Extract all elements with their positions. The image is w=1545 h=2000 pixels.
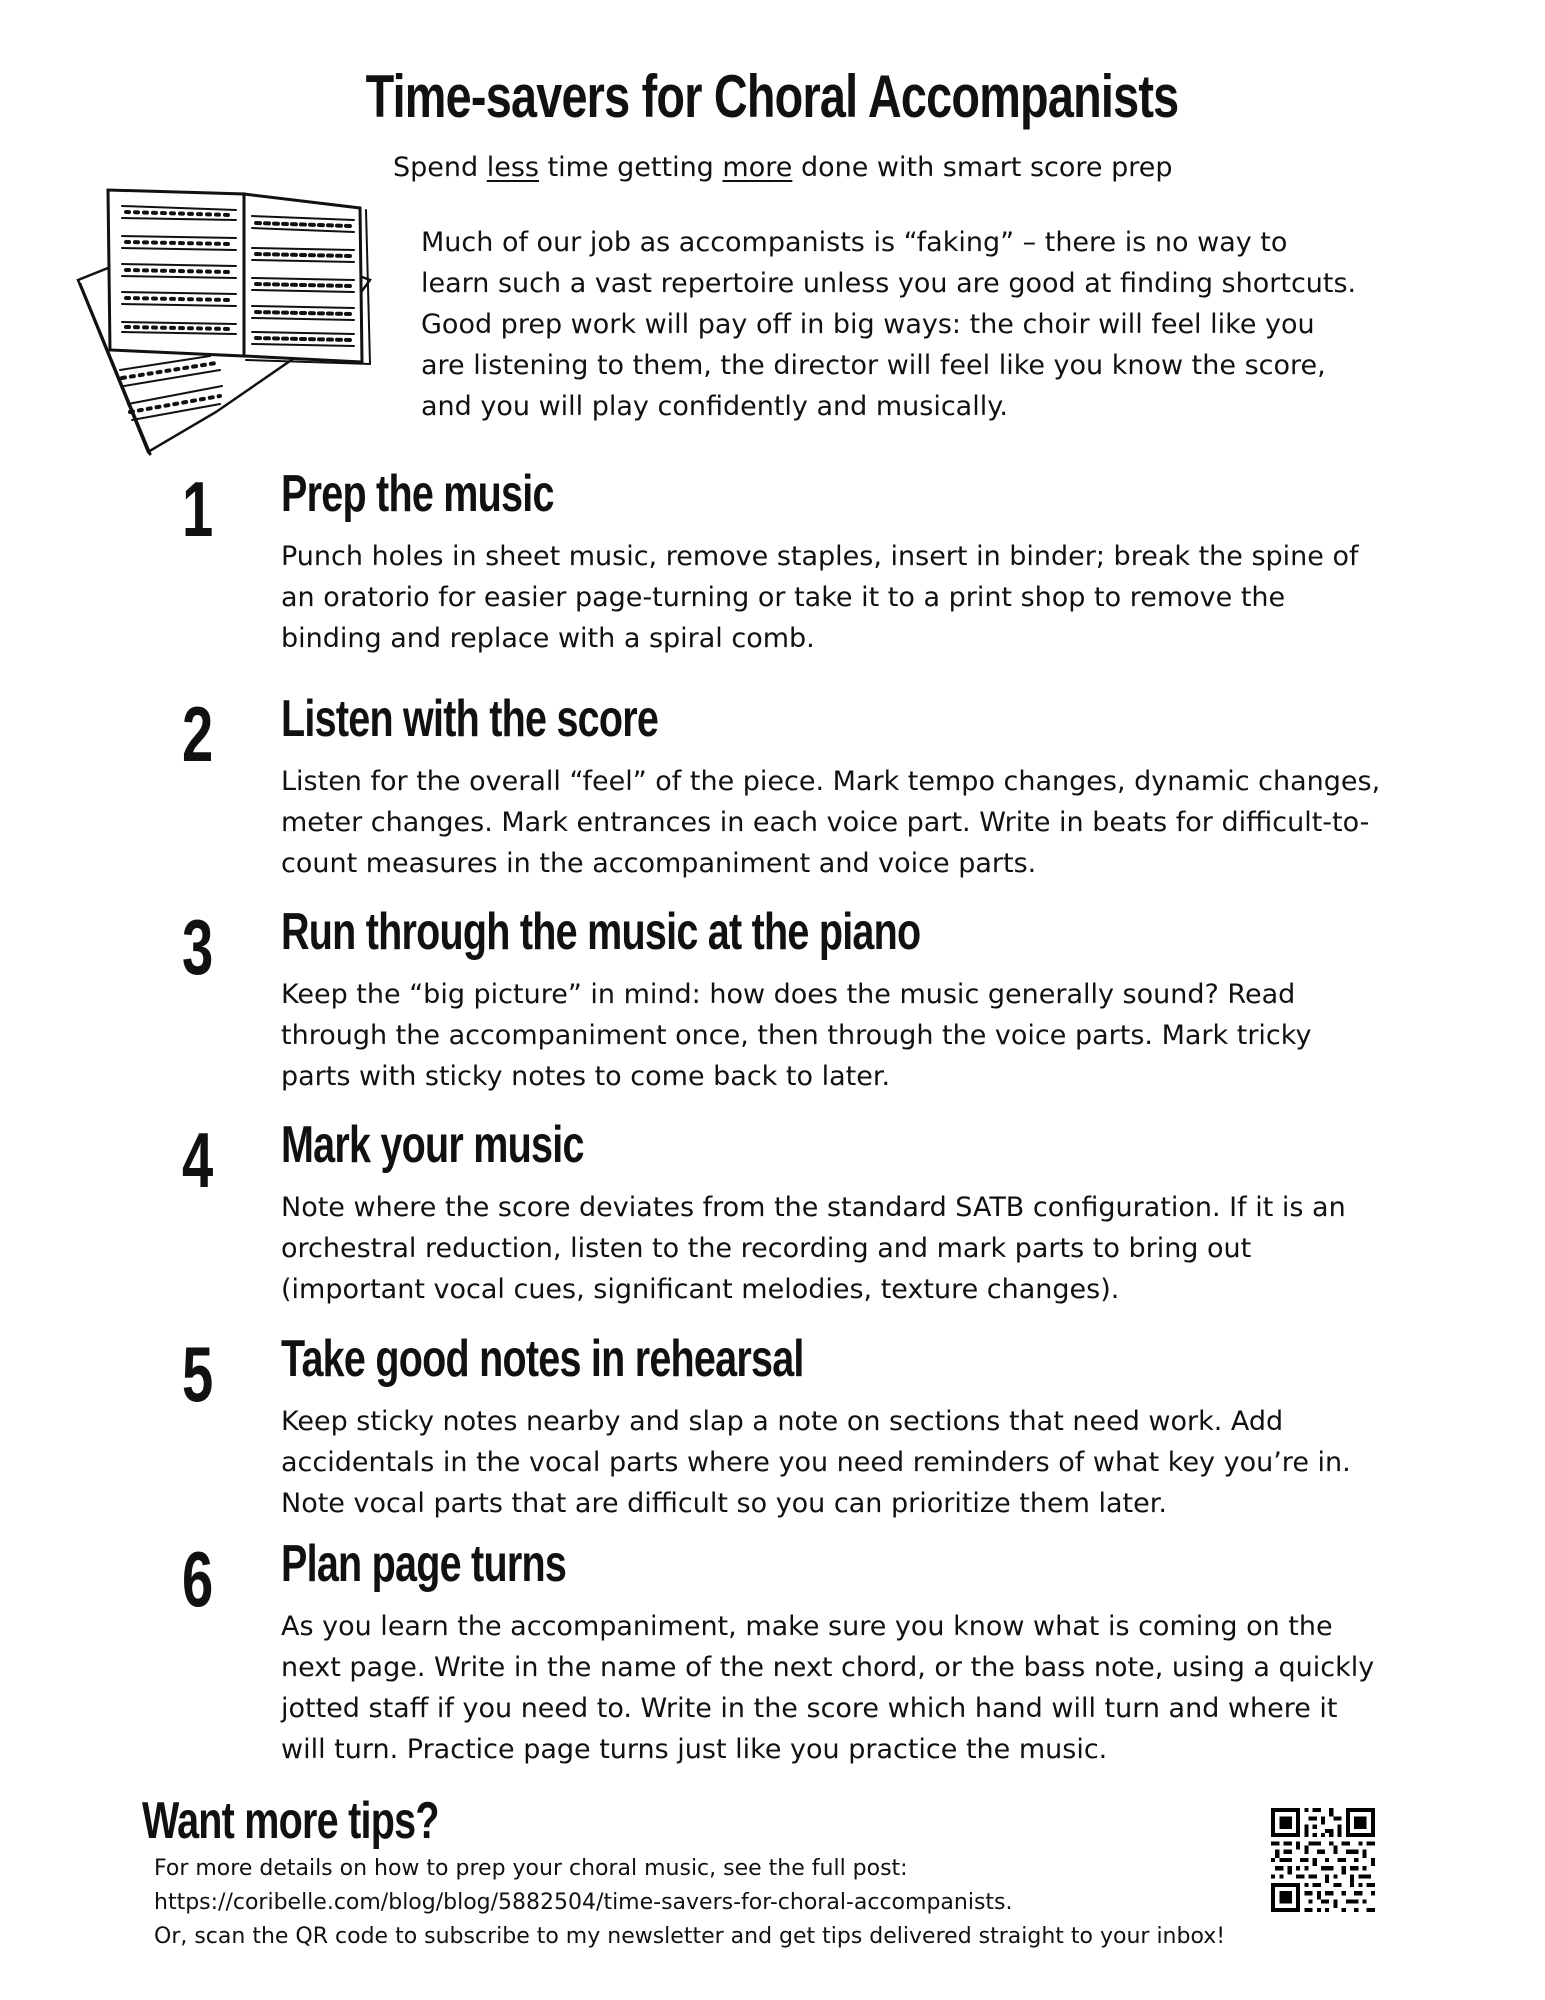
tip-title: Prep the music — [281, 465, 554, 523]
tip-body: As you learn the accompaniment, make sure you know what is coming on the next page. Write in the name of the next chord, or the bass note, using a quickly jotted staff if you need to. Write in the score which hand will turn and where it will turn. Practice page turns just like you practice the music. — [281, 1611, 1375, 1765]
footer-line-newsletter: Or, scan the QR code to subscribe to my newsletter and get tips delivered straight to your inbox! — [154, 1924, 1226, 1949]
intro-paragraph: Much of our job as accompanists is “faking” – there is no way to learn such a vast repertoire unless you are good at finding shortcuts. Good prep work will pay off in big ways: the choir will feel like you are listening to them, the director will feel like you know the score, and you will play confidently and musically. — [421, 227, 1357, 422]
tip-body: Keep the “big picture” in mind: how does the music generally sound? Read through the accompaniment once, then through the voice parts. Mark tricky parts with sticky notes to come back to later. — [281, 979, 1312, 1092]
footer-heading: Want more tips? — [142, 1792, 439, 1850]
tip-body: Listen for the overall “feel” of the piece. Mark tempo changes, dynamic changes, meter changes. Mark entrances in each voice part. Write in beats for difficult-to-count measures in the accompaniment and voice parts. — [281, 766, 1381, 879]
qr-code-icon[interactable] — [1271, 1808, 1375, 1912]
sheet-music-book-icon — [70, 160, 390, 460]
subtitle-emphasis-more: more — [722, 152, 793, 183]
tip-number: 5 — [182, 1330, 214, 1418]
tip-body: Punch holes in sheet music, remove staples, insert in binder; break the spine of an oratorio for easier page-turning or take it to a print shop to remove the binding and replace with a spiral comb. — [281, 541, 1359, 654]
subtitle-emphasis-less: less — [486, 152, 539, 183]
subtitle-part3: done with smart score prep — [792, 152, 1173, 183]
tip-title: Run through the music at the piano — [281, 903, 921, 961]
page-title-wrap — [0, 62, 1545, 131]
tip-number: 6 — [182, 1535, 214, 1623]
tip-body: Note where the score deviates from the standard SATB configuration. If it is an orchestral reduction, listen to the recording and mark parts to bring out (important vocal cues, significant melodies, texture changes). — [281, 1192, 1346, 1305]
footer-line-details: For more details on how to prep your choral music, see the full post: — [154, 1856, 908, 1881]
tip-number: 4 — [182, 1116, 214, 1204]
blog-post-link[interactable]: https://coribelle.com/blog/blog/5882504/time-savers-for-choral-accompanists. — [154, 1890, 1013, 1915]
page-title: Time-savers for Choral Accompanists — [366, 63, 1179, 130]
tip-number: 3 — [182, 903, 214, 991]
subtitle — [393, 152, 1173, 183]
subtitle-part1: Spend — [393, 152, 487, 183]
subtitle-part2: time getting — [538, 152, 723, 183]
tip-number: 1 — [182, 465, 214, 553]
footer-text — [154, 1852, 1225, 1954]
tip-number: 2 — [182, 690, 214, 778]
tip-title: Plan page turns — [281, 1535, 567, 1593]
tip-body: Keep sticky notes nearby and slap a note on sections that need work. Add accidentals in the vocal parts where you need reminders of what key you’re in. Note vocal parts that are difficult so you can prioritize them later. — [281, 1406, 1351, 1519]
tip-title: Take good notes in rehearsal — [281, 1330, 804, 1388]
tip-title: Listen with the score — [281, 690, 659, 748]
tip-title: Mark your music — [281, 1116, 584, 1174]
